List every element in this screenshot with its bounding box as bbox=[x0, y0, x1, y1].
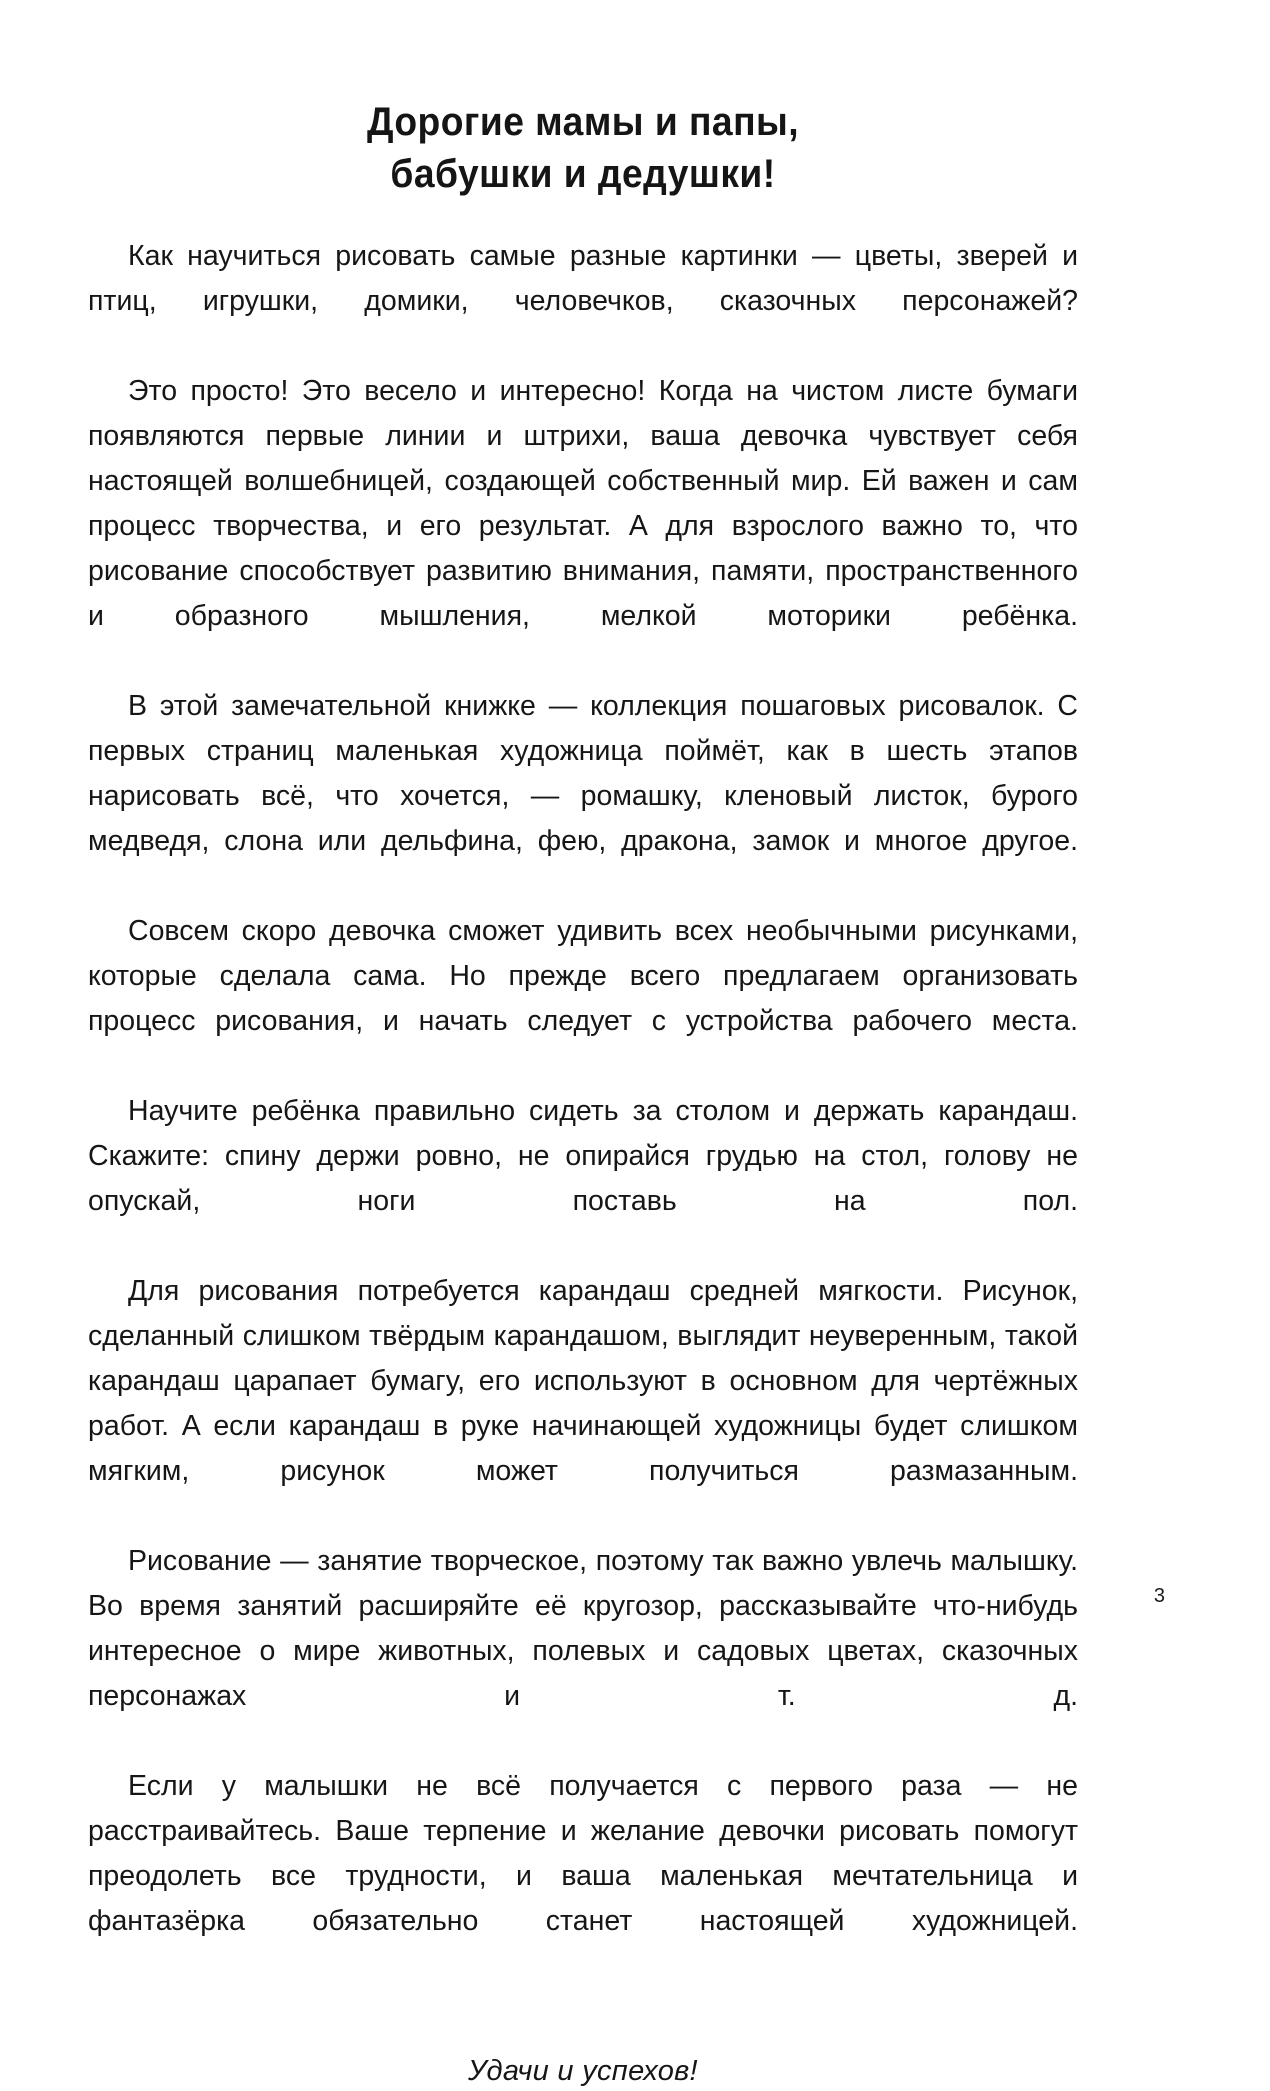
page-title-line-1: Дорогие мамы и папы, bbox=[366, 100, 800, 144]
paragraph: Как научиться рисовать самые разные картинки — цветы, зверей и птиц, игрушки, домики, человечков, сказочных персонажей? bbox=[88, 240, 1078, 317]
page-content bbox=[88, 0, 1078, 2091]
paragraph: Это просто! Это весело и интересно! Когда на чистом листе бумаги появляются первые линии и штрихи, ваша девочка чувствует себя настоящей волшебницей, создающей собственный мир. Ей важен и сам процесс творчества, и его результат. А для взрослого важно то, что рисование способствует развитию внимания, памяти, пространственного и образного мышления, мелкой моторики ребёнка. bbox=[88, 375, 1078, 632]
paragraph: Научите ребёнка правильно сидеть за столом и держать карандаш. Скажите: спину держи ровно, не опирайся грудью на стол, голову не опускай, ноги поставь на пол. bbox=[88, 1095, 1078, 1217]
page-title-line-2: бабушки и дедушки! bbox=[390, 152, 776, 196]
body-text bbox=[88, 200, 1078, 1989]
paragraph: В этой замечательной книжке — коллекция пошаговых рисовалок. С первых страниц маленькая художница поймёт, как в шесть этапов нарисовать всё, что хочется, — ромашку, кленовый листок, бурого медведя, слона или дельфина, фею, дракона, замок и многое другое. bbox=[88, 690, 1078, 857]
paragraph: Рисование — занятие творческое, поэтому так важно увлечь малышку. Во время занятий расширяйте её кругозор, рассказывайте что-нибудь интересное о мире животных, полевых и садовых цветах, сказочных персонажах и т. д. bbox=[88, 1545, 1078, 1712]
paragraph: Если у малышки не всё получается с первого раза — не расстраивайтесь. Ваше терпение и желание девочки рисовать помогут преодолеть все трудности, и ваша маленькая мечтательница и фантазёрка обязательно станет настоящей художницей. bbox=[88, 1770, 1078, 1937]
closing-line: Удачи и успехов! bbox=[468, 2055, 698, 2087]
page-number: 3 bbox=[1153, 1585, 1165, 1607]
paragraph: Для рисования потребуется карандаш средней мягкости. Рисунок, сделанный слишком твёрдым карандашом, выглядит неуверенным, такой карандаш царапает бумагу, его используют в основном для чертёжных работ. А если карандаш в руке начинающей художницы будет слишком мягким, рисунок может получиться размазанным. bbox=[88, 1275, 1078, 1487]
page-title bbox=[123, 0, 1044, 200]
paragraph: Совсем скоро девочка сможет удивить всех необычными рисунками, которые сделала сама. Но прежде всего предлагаем организовать процесс рисования, и начать следует с устройства рабочего места. bbox=[88, 915, 1078, 1037]
